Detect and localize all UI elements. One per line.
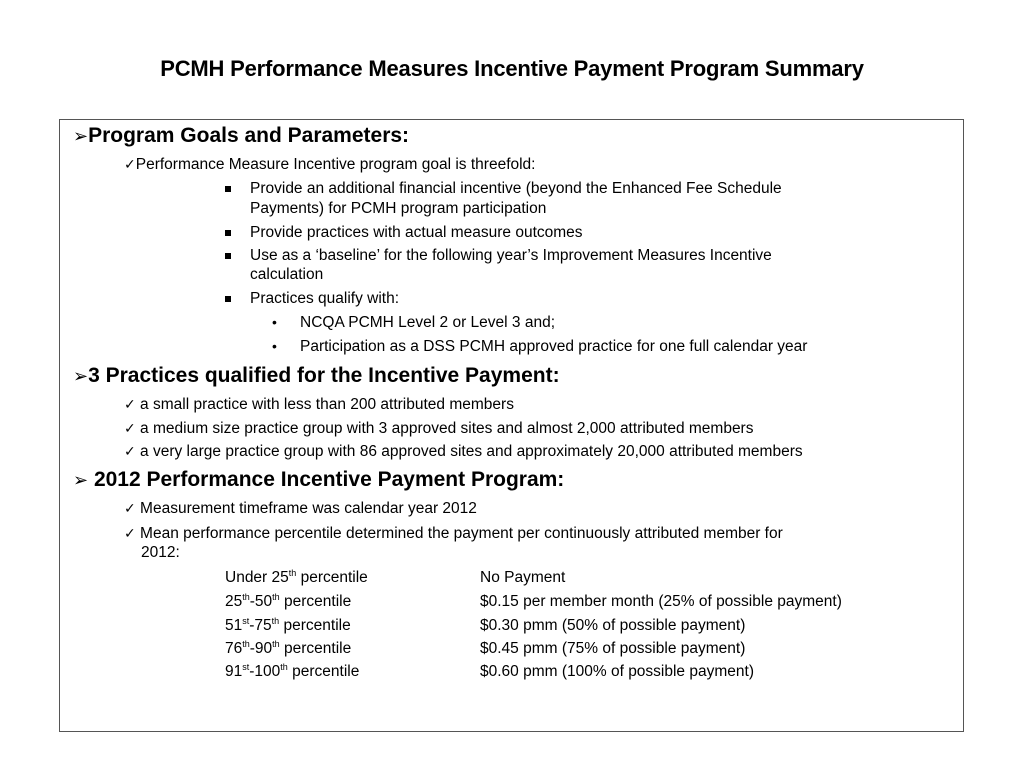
list-item: ✓ a very large practice group with 86 approved sites and approximately 20,000 attributed members [124,443,803,460]
table-row: 51st-75th percentile [225,615,351,634]
list-item [272,338,277,356]
section-heading-practices [73,364,560,388]
list-item: ✓ Mean performance percentile determined the payment per continuously attributed member for [124,525,783,542]
square-bullet-icon [225,296,231,302]
arrow-bullet-icon: ➢ [73,470,89,490]
square-bullet-icon [225,230,231,236]
check-icon: ✓ [124,443,136,459]
check-icon: ✓ [124,156,136,172]
list-item [225,247,231,265]
list-item-text: calculation [250,266,324,283]
list-item-text: Payments) for PCMH program participation [250,200,547,217]
table-cell-payment: $0.15 per member month (25% of possible payment) [480,593,842,610]
square-bullet-icon [225,253,231,259]
table-row: Under 25th percentile [225,567,368,586]
list-item-text: Provide practices with actual measure outcomes [250,224,583,241]
section-title: 3 Practices qualified for the Incentive Payment: [88,364,560,387]
table-row: 25th-50th percentile [225,591,352,610]
list-item-text: Practices qualify with: [250,290,400,307]
list-item-text: 2012: [141,544,180,561]
check-icon: ✓ [124,525,136,541]
page-title: PCMH Performance Measures Incentive Payment Program Summary [160,56,864,81]
table-cell-payment: $0.60 pmm (100% of possible payment) [480,663,754,680]
section-title: Program Goals and Parameters: [88,124,410,147]
list-item-text: Participation as a DSS PCMH approved practice for one full calendar year [300,338,808,355]
table-row: 76th-90th percentile [225,638,352,657]
check-icon: ✓ [124,420,136,436]
list-item: ✓ Measurement timeframe was calendar year 2012 [124,500,477,517]
dot-bullet-icon: • [272,314,277,330]
check-icon: ✓ [124,396,136,412]
section-heading-goals [73,124,409,148]
table-cell-payment: $0.30 pmm (50% of possible payment) [480,617,746,634]
list-item: ✓Performance Measure Incentive program goal is threefold: [124,156,536,173]
dot-bullet-icon: • [272,338,277,354]
table-cell-payment: $0.45 pmm (75% of possible payment) [480,640,746,657]
section-heading-program [73,468,564,492]
list-item-text: Provide an additional financial incentive (beyond the Enhanced Fee Schedule [250,180,782,197]
summary-box [59,119,964,732]
check-icon: ✓ [124,500,136,516]
list-item [225,290,231,308]
arrow-bullet-icon: ➢ [73,366,89,386]
arrow-bullet-icon: ➢ [73,126,89,146]
list-item [272,314,277,332]
table-row: 91st-100th percentile [225,661,360,680]
list-item [225,224,231,242]
square-bullet-icon [225,186,231,192]
table-cell-payment: No Payment [480,569,566,586]
list-item [225,180,231,198]
list-item-text: Use as a ‘baseline’ for the following year’s Improvement Measures Incentive [250,247,772,264]
list-item-text: NCQA PCMH Level 2 or Level 3 and; [300,314,556,331]
list-item: ✓ a small practice with less than 200 attributed members [124,396,514,413]
list-item: ✓ a medium size practice group with 3 approved sites and almost 2,000 attributed members [124,420,754,437]
section-title: 2012 Performance Incentive Payment Program: [93,468,565,491]
